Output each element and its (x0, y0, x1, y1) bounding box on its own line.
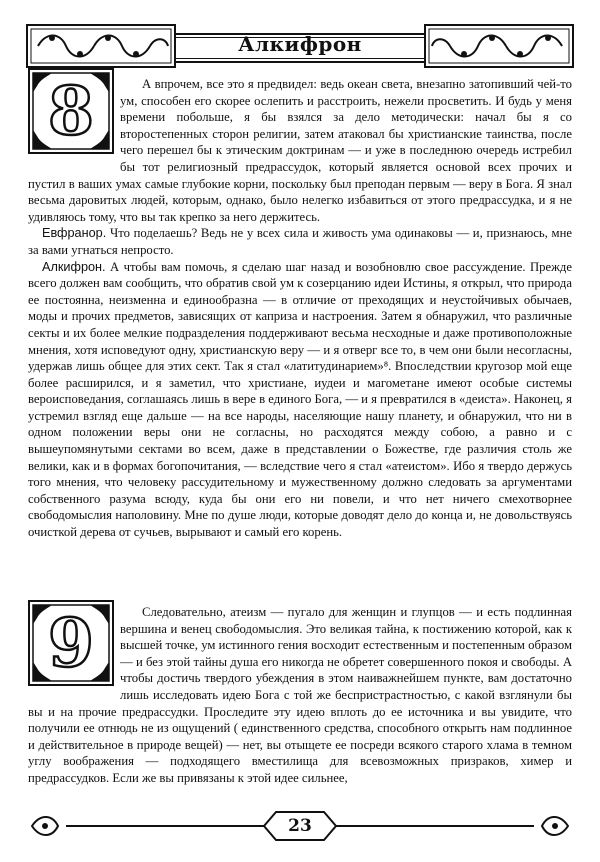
chapter-box-spacer (28, 604, 120, 688)
page-footer (26, 806, 574, 846)
page-title: Алкифрон (238, 32, 362, 56)
chapter-box-spacer (28, 72, 120, 160)
chapter-number: 9 (48, 604, 94, 682)
speaker-name: Алкифрон. (42, 259, 106, 274)
footer-rule-left (66, 825, 264, 827)
chapter-number: 8 (48, 72, 94, 150)
paragraph: Алкифрон. А чтобы вам помочь, я сделаю шаг назад и возобновлю свое рассуждение. Прежде всего должен вам сообщить, что обратив свой ум к созерцанию идеи Истины, я открыл, что природа ее постоянна, неизменна и единообразна — в отличие от преходящих и неустойчивых обычаев, моды и прочих предметов, зависящих от каприза и настроения. Затем я обнаружил, что различные секты и их более мелкие подразделения поддерживают весьма несходные и даже противоположные мнения, хотя исповедуют одну, христианскую веру — и я отверг все то, в чем они были несогласны, удержав лишь общее для этих сект. Так я стал «латитудинарием»⁸. Впоследствии кругозор мой еще более расширился, и я заметил, что христиане, иудеи и магометане имеют особые системы вероисповедания, соглашаясь лишь в вере в единого Бога, — и я превратился в «деиста». Наконец, я устремил взгляд еще дальше — на все народы, населяющие нашу планету, и обнаружил, что ни в одном положении веры они не согласны, но расходятся между собою, а равно и с вышеупомянутыми сектами во всем, даже в представлении о Божестве, где различия столь же велики, как и в формах богопочитания, — вследствие чего я стал «атеистом». Ибо я твердо держусь того мнения, что человеку рассудительному и мужественному должно следовать за аргументами собственного разума всюду, куда бы они его ни повели, и что нет ничего смехотворнее свободомыслия наполовину. Мне по душе люди, которые доводят дело до конца и, не довольствуясь очисткой дерева от сучьев, вырывают и самый его корень. (28, 259, 572, 540)
page-header (26, 24, 574, 68)
paragraph: Следовательно, атеизм — пугало для женщин и глупцов — и есть подлинная вершина и венец свободомыслия. Это великая тайна, к постижению которой, как к высшей точке, ум истинного гения восходит естественным и постепенным образом — и без этой тайны душа его никогда не обретет совершенного покоя и свободы. А чтобы достичь твердого убеждения в этом наиважнейшем пункте, вам достаточно лишь исследовать идею Бога с той же беспристрастностью, с какой взглянули бы вы и на прочие предрассудки. Проследите эту идею вплоть до ее источника и вы увидите, что получили ее отнюдь не из ощущений ( единственного средства, способного открыть нам подлинное и действительное в природе вещей) — нет, вы отыщете ее посреди всякого старого хлама в темном углу воображения — подходящего вместилища для всевозможных призраков, химер и предрассудков. Если же вы привязаны к этой идее сильнее, (28, 605, 572, 785)
section-9-text (28, 604, 572, 787)
paragraph: Евфранор. Что поделаешь? Ведь не у всех сила и живость ума одинаковы — и, признаюсь, мне за вами угнаться непросто. (28, 226, 572, 257)
header-ornament-right (424, 24, 574, 68)
paragraph: А впрочем, все это я предвидел: ведь океан света, внезапно затопивший чей-то ум, способен его скорее ослепить и расстроить, нежели просветить. И будь у меня времени побольше, я бы взялся за дело методически: начал бы я со второстепенных сторон религии, затем атаковал бы христианские таинства, после чего перешел бы к этическим доктринам — и уже в последнюю очередь истребил бы тот религиозный предрассудок, который является основой всех прочих и пустил в ваших умах самые глубокие корни, поскольку был преподан первым — веру в Бога. Я знал весьма даровитых людей, которым, однако, было нелегко избавиться от этого предрассудка, и я не удивляюсь тому, что вы так крепко за него держитесь. (28, 77, 572, 224)
footer-rule-right (336, 825, 534, 827)
page-number: 23 (288, 816, 312, 836)
speaker-name: Евфранор. (42, 226, 107, 241)
section-8-text (28, 72, 572, 541)
